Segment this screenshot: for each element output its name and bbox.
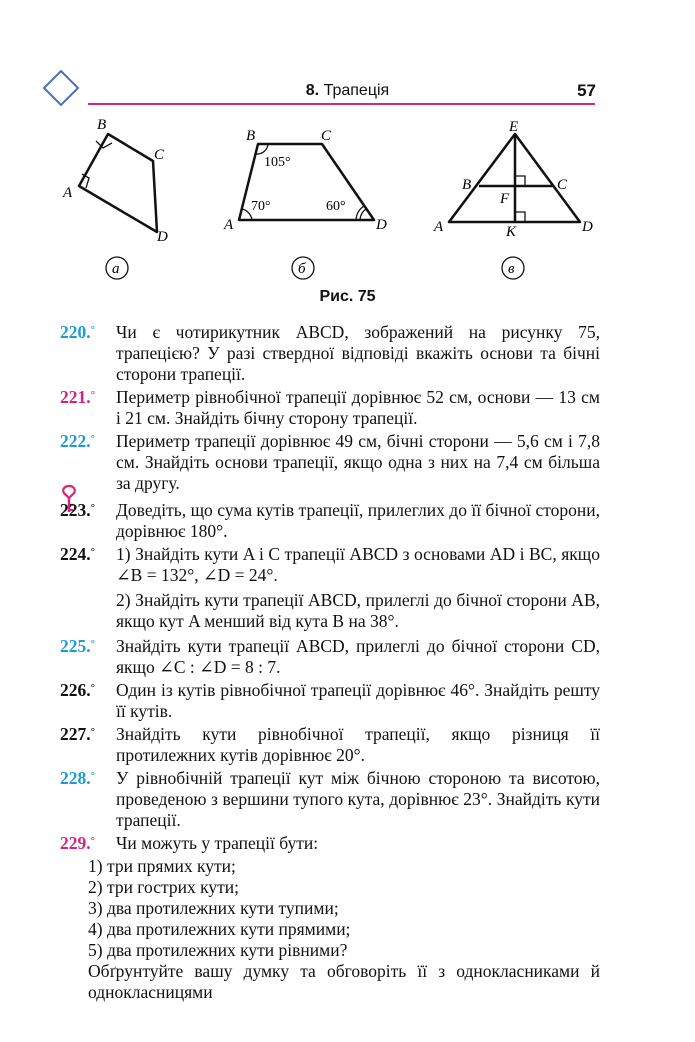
- problem-229: [60, 833, 600, 854]
- problem-text: Чи можуть у трапеції бути:: [116, 833, 319, 853]
- panel-a-label-A: A: [63, 185, 73, 201]
- panel-c-label-K: K: [506, 224, 517, 240]
- list-item: 5) два протилежних кути рівними?: [88, 940, 348, 960]
- problem-text: Периметр трапеції дорівнює 49 см, бічні сторони — 5,6 см і 7,8 см. Знайдіть основи трапеції, якщо одна з них на 7,4 см більша за другу.: [116, 431, 600, 493]
- section-name: Трапеція: [323, 82, 390, 99]
- panel-c-label-D: D: [582, 219, 593, 235]
- problem-220: [60, 322, 600, 385]
- problem-text: Знайдіть кути трапеції ABCD, прилеглі до бічної сторони CD, якщо ∠C : ∠D = 8 : 7.: [116, 636, 600, 677]
- problem-number: 226.°: [60, 680, 96, 700]
- figure-75: [0, 110, 695, 310]
- problem-text: Периметр рівнобічної трапеції дорівнює 52 см, основи — 13 см і 21 см. Знайдіть бічну сторону трапеції.: [116, 387, 600, 428]
- problem-224: [60, 544, 600, 586]
- problem-223: [60, 500, 600, 542]
- angle-label-60: 60°: [326, 199, 346, 214]
- panel-c-label-C: C: [557, 177, 568, 193]
- problem-225: [60, 636, 600, 678]
- figure-panel-a: [79, 134, 157, 232]
- problem-number: 222.°: [60, 431, 96, 451]
- panel-c-label-E: E: [509, 119, 519, 135]
- problems-list: [60, 322, 600, 1003]
- panel-b-label-A: A: [224, 217, 234, 233]
- problem-text: Доведіть, що сума кутів трапеції, прилеглих до її бічної сторони, дорівнює 180°.: [116, 500, 600, 541]
- problem-number: 224.°: [60, 544, 96, 564]
- problem-224-part-2: [60, 590, 600, 632]
- list-item: 1) три прямих кути;: [88, 856, 236, 876]
- problem-228: [60, 768, 600, 831]
- panel-b-marker: б: [298, 261, 306, 277]
- problem-text: 1) Знайдіть кути A і C трапеції ABCD з основами AD і BC, якщо ∠B = 132°, ∠D = 24°.: [116, 544, 600, 585]
- figure-caption: Рис. 75: [319, 288, 376, 305]
- problem-229-options: [60, 856, 600, 1003]
- problem-number: 229.°: [60, 833, 96, 853]
- problem-222: [60, 431, 600, 494]
- panel-b-label-B: B: [246, 128, 256, 144]
- closing-text: Обґрунтуйте вашу думку та обговоріть її з однокласниками й однокласницями: [88, 961, 600, 1002]
- page-number: 57: [577, 81, 596, 100]
- problem-number: 225.°: [60, 636, 96, 656]
- problem-number: 228.°: [60, 768, 96, 788]
- panel-a-label-C: C: [154, 147, 165, 163]
- section-number: 8.: [305, 82, 320, 99]
- problem-number: 221.°: [60, 387, 96, 407]
- problem-221: [60, 387, 600, 429]
- problem-number: 227.°: [60, 724, 96, 744]
- angle-label-70: 70°: [251, 199, 271, 214]
- problem-text: Знайдіть кути рівнобічної трапеції, якщо різниця її протилежних кутів дорівнює 20°.: [116, 724, 600, 765]
- panel-a-marker: а: [112, 261, 120, 277]
- panel-a-label-D: D: [157, 229, 168, 245]
- list-item: 2) три гострих кути;: [88, 877, 239, 897]
- page-header: [0, 0, 695, 110]
- problem-text: У рівнобічній трапеції кут між бічною стороною та висотою, проведеною з вершини тупого кута, дорівнює 23°. Знайдіть кути трапеції.: [116, 768, 600, 830]
- problem-number: 220.°: [60, 322, 96, 342]
- panel-c-label-A: A: [434, 219, 444, 235]
- problem-226: [60, 680, 600, 722]
- list-item: 4) два протилежних кути прямими;: [88, 919, 351, 939]
- panel-b-label-C: C: [321, 128, 332, 144]
- problem-227: [60, 724, 600, 766]
- problem-text: Один із кутів рівнобічної трапеції дорівнює 46°. Знайдіть решту її кутів.: [116, 680, 600, 721]
- problem-text: Чи є чотирикутник ABCD, зображений на рисунку 75, трапецією? У разі ствердної відповіді вкажіть основи та бічні сторони трапеції.: [116, 322, 600, 384]
- problem-number-empty: [60, 590, 116, 632]
- panel-b-label-D: D: [376, 217, 387, 233]
- panel-a-label-B: B: [97, 117, 107, 133]
- panel-c-label-B: B: [462, 177, 472, 193]
- problem-number: 223.°: [60, 500, 96, 520]
- problem-text: 2) Знайдіть кути трапеції ABCD, прилеглі до бічної сторони AB, якщо кут A менший від кута B на 38°.: [116, 590, 600, 631]
- panel-c-marker: в: [508, 261, 515, 277]
- angle-label-105: 105°: [264, 155, 291, 170]
- list-item: 3) два протилежних кути тупими;: [88, 898, 339, 918]
- figure-75-drawing: [0, 110, 695, 310]
- panel-c-label-F: F: [500, 191, 510, 207]
- header-rule: [88, 103, 595, 105]
